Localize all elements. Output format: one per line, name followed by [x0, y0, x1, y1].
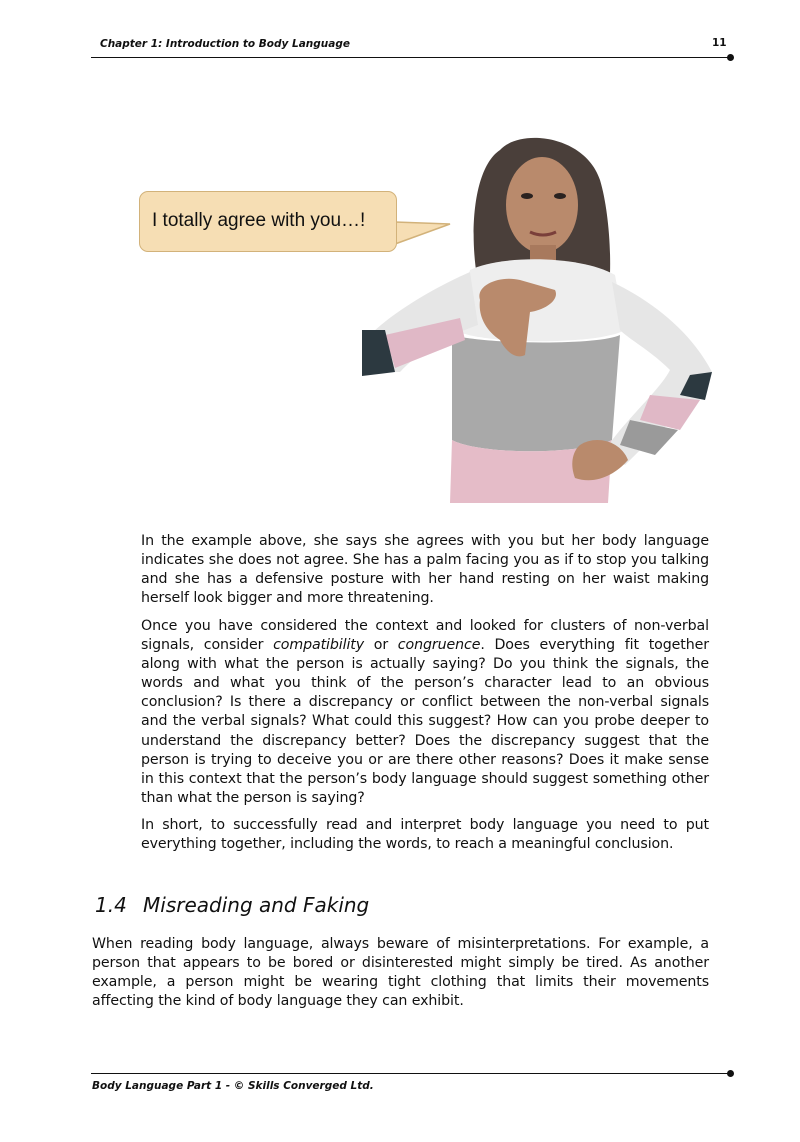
running-footer: Body Language Part 1 - © Skills Converged Ltd. [92, 1080, 374, 1092]
face [506, 157, 578, 253]
speech-bubble-text: I totally agree with you…! [152, 210, 366, 231]
footer-rule [91, 1073, 730, 1074]
running-header-title: Chapter 1: Introduction to Body Language [100, 38, 350, 50]
section-heading [95, 893, 369, 917]
emphasis-congruence: congruence [397, 637, 481, 654]
section-title: Misreading and Faking [143, 893, 370, 917]
paragraph-misreading: When reading body language, always beware of misinterpretations. For example, a person that appears to be bored or disinterested might simply be tired. As another example, a person might be wearing tight clothing that limits their movements affecting the kind of body language they can exhibit. [92, 936, 709, 1010]
paragraph-summary: In short, to successfully read and interpret body language you need to put everything together, including the words, to reach a meaningful conclusion. [141, 817, 709, 853]
page-number: 11 [712, 37, 727, 49]
speech-bubble-tail [395, 222, 450, 244]
text-run: . Does everything fit together along with what the person is actually saying? Do you think the signals, the words and what you think of the person’s character lead to an obvious conclusion? Is there a discrepancy or conflict between the non-verbal signals and the verbal signals? What could this suggest? How can you probe deeper to understand the discrepancy better? Does the discrepancy suggest that the person is trying to deceive you or are there other reasons? Does it make sense in this context that the person’s body language should suggest something other than what the person is saying? [141, 637, 709, 806]
paragraph-example: In the example above, she says she agrees with you but her body language indicates she does not agree. She has a palm facing you as if to stop you talking and she has a defensive posture with her hand resting on her waist making herself look bigger and more threatening. [141, 533, 709, 607]
text-run: or [364, 637, 398, 654]
section-number: 1.4 [95, 893, 127, 917]
figure [0, 0, 800, 520]
illustration-woman [0, 0, 800, 520]
footer-rule-dot [727, 1070, 734, 1077]
sweater-body [452, 335, 620, 451]
paragraph-congruence [141, 617, 709, 808]
emphasis-compatibility: compatibility [273, 637, 365, 654]
text-run: Once you have considered the context and looked for clusters of non-verbal signals, consider [141, 618, 709, 654]
